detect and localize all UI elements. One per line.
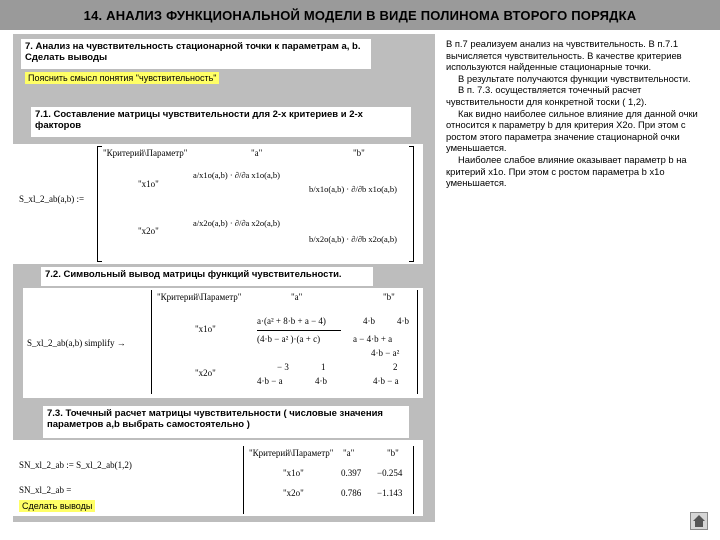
slide-title-bar bbox=[0, 0, 720, 30]
sec71-col0: "Критерий\Параметр" bbox=[103, 148, 188, 158]
sec71-row2: "x2o" bbox=[138, 226, 159, 236]
sec73-v22: −1.143 bbox=[377, 488, 403, 498]
sec71-row1: "x1o" bbox=[138, 179, 159, 189]
sec72-r2c2: 1 bbox=[321, 362, 326, 372]
sec72-col2: "b" bbox=[383, 292, 395, 302]
sec72-r2c3-num: 2 bbox=[393, 362, 398, 372]
sec71-cell-11: a/x1o(a,b) · ∂/∂a x1o(a,b) bbox=[193, 170, 280, 180]
sec71-matrix-region bbox=[13, 144, 423, 264]
sec73-col1: "a" bbox=[343, 448, 355, 458]
sec72-r1c2-num: 4·b bbox=[363, 316, 375, 326]
note-paragraph: В п.7 реализуем анализ на чувствительность. В п.7.1 вычисляется чувствительность. В качестве критериев используются найденные стационарные точки. bbox=[446, 38, 682, 73]
home-button[interactable] bbox=[690, 512, 708, 530]
sec71-cell-12: b/x1o(a,b) · ∂/∂b x1o(a,b) bbox=[309, 184, 397, 194]
sec72-row2: "x2o" bbox=[195, 368, 216, 378]
sec72-r2c3-den: 4·b − a bbox=[373, 376, 399, 386]
sec72-r2c2-den: 4·b bbox=[315, 376, 327, 386]
sec72-col0: "Критерий\Параметр" bbox=[157, 292, 242, 302]
sec71-col1: "a" bbox=[251, 148, 263, 158]
home-icon bbox=[691, 513, 707, 529]
sec72-r1c3-den: 4·b − a² bbox=[371, 348, 400, 358]
mathcad-worksheet bbox=[13, 34, 435, 522]
sec72-heading: 7.2. Символьный вывод матрицы функций чувствительности. bbox=[41, 267, 373, 286]
note-paragraph: Наиболее слабое влияние оказывает параметр b на критерий x1o. При этом с ростом параметра b x1o уменьшается. bbox=[446, 153, 687, 189]
sec71-cell-21: a/x2o(a,b) · ∂/∂a x2o(a,b) bbox=[193, 218, 280, 228]
sec71-heading: 7.1. Составление матрицы чувствительности для 2-х критериев и 2-х факторов bbox=[31, 107, 411, 137]
slide-title: 14. АНАЛИЗ ФУНКЦИОНАЛЬНОЙ МОДЕЛИ В ВИДЕ ПОЛИНОМА ВТОРОГО ПОРЯДКА bbox=[83, 7, 637, 23]
sec71-col2: "b" bbox=[353, 148, 365, 158]
sec71-cell-22: b/x2o(a,b) · ∂/∂b x2o(a,b) bbox=[309, 234, 397, 244]
sec72-r1c3-num: 4·b bbox=[397, 316, 409, 326]
sec72-col1: "a" bbox=[291, 292, 303, 302]
sec73-eq1: SN_xl_2_ab := S_xl_2_ab(1,2) bbox=[19, 460, 132, 470]
sec72-r1c1-den: (4·b − a² )·(a + c) bbox=[257, 334, 321, 344]
sec73-v11: 0.397 bbox=[341, 468, 362, 478]
hint-text: Пояснить смысл понятия "чувствительность" bbox=[25, 72, 219, 84]
sec73-v12: −0.254 bbox=[377, 468, 403, 478]
explanation-notes bbox=[446, 38, 710, 189]
sec73-col2: "b" bbox=[387, 448, 399, 458]
sec72-matrix-region bbox=[23, 288, 423, 398]
note-paragraph: Как видно наиболее сильное влияние для данной очки относится к параметру b для критерия X2o. При этом с ростом этого параметра значение стационарной очки уменьшается. bbox=[446, 107, 698, 154]
conclusion-text: Сделать выводы bbox=[19, 500, 95, 512]
sec73-col0: "Критерий\Параметр" bbox=[249, 448, 334, 458]
sec73-row2: "x2o" bbox=[283, 488, 304, 498]
sec73-row1: "x1o" bbox=[283, 468, 304, 478]
sec72-r2c1-num: − 3 bbox=[277, 362, 289, 372]
task7-heading: 7. Анализ на чувствительность стационарной точки к параметрам a, b. Сделать выводы bbox=[21, 39, 371, 69]
sec72-r1c1-num: a·(a² + 8·b + a − 4) bbox=[257, 316, 326, 326]
sec72-r2c1-den: 4·b − a bbox=[257, 376, 283, 386]
sec73-v21: 0.786 bbox=[341, 488, 362, 498]
sec73-lhs: SN_xl_2_ab = bbox=[19, 485, 72, 495]
sec72-r1c2-den: a − 4·b + a bbox=[353, 334, 393, 344]
sec72-row1: "x1o" bbox=[195, 324, 216, 334]
sec73-heading: 7.3. Точечный расчет матрицы чувствительности ( числовые значения параметров a,b выбрать самостоятельно ) bbox=[43, 406, 409, 438]
sec71-lhs: S_xl_2_ab(a,b) := bbox=[19, 194, 85, 204]
note-paragraph: В результате получаются функции чувствительности. bbox=[458, 72, 691, 84]
note-paragraph: В п. 7.3. осуществляется точечный расчет чувствительности для конкретной тоски ( 1,2). bbox=[446, 84, 647, 107]
sec72-lhs: S_xl_2_ab(a,b) simplify → bbox=[27, 338, 126, 348]
